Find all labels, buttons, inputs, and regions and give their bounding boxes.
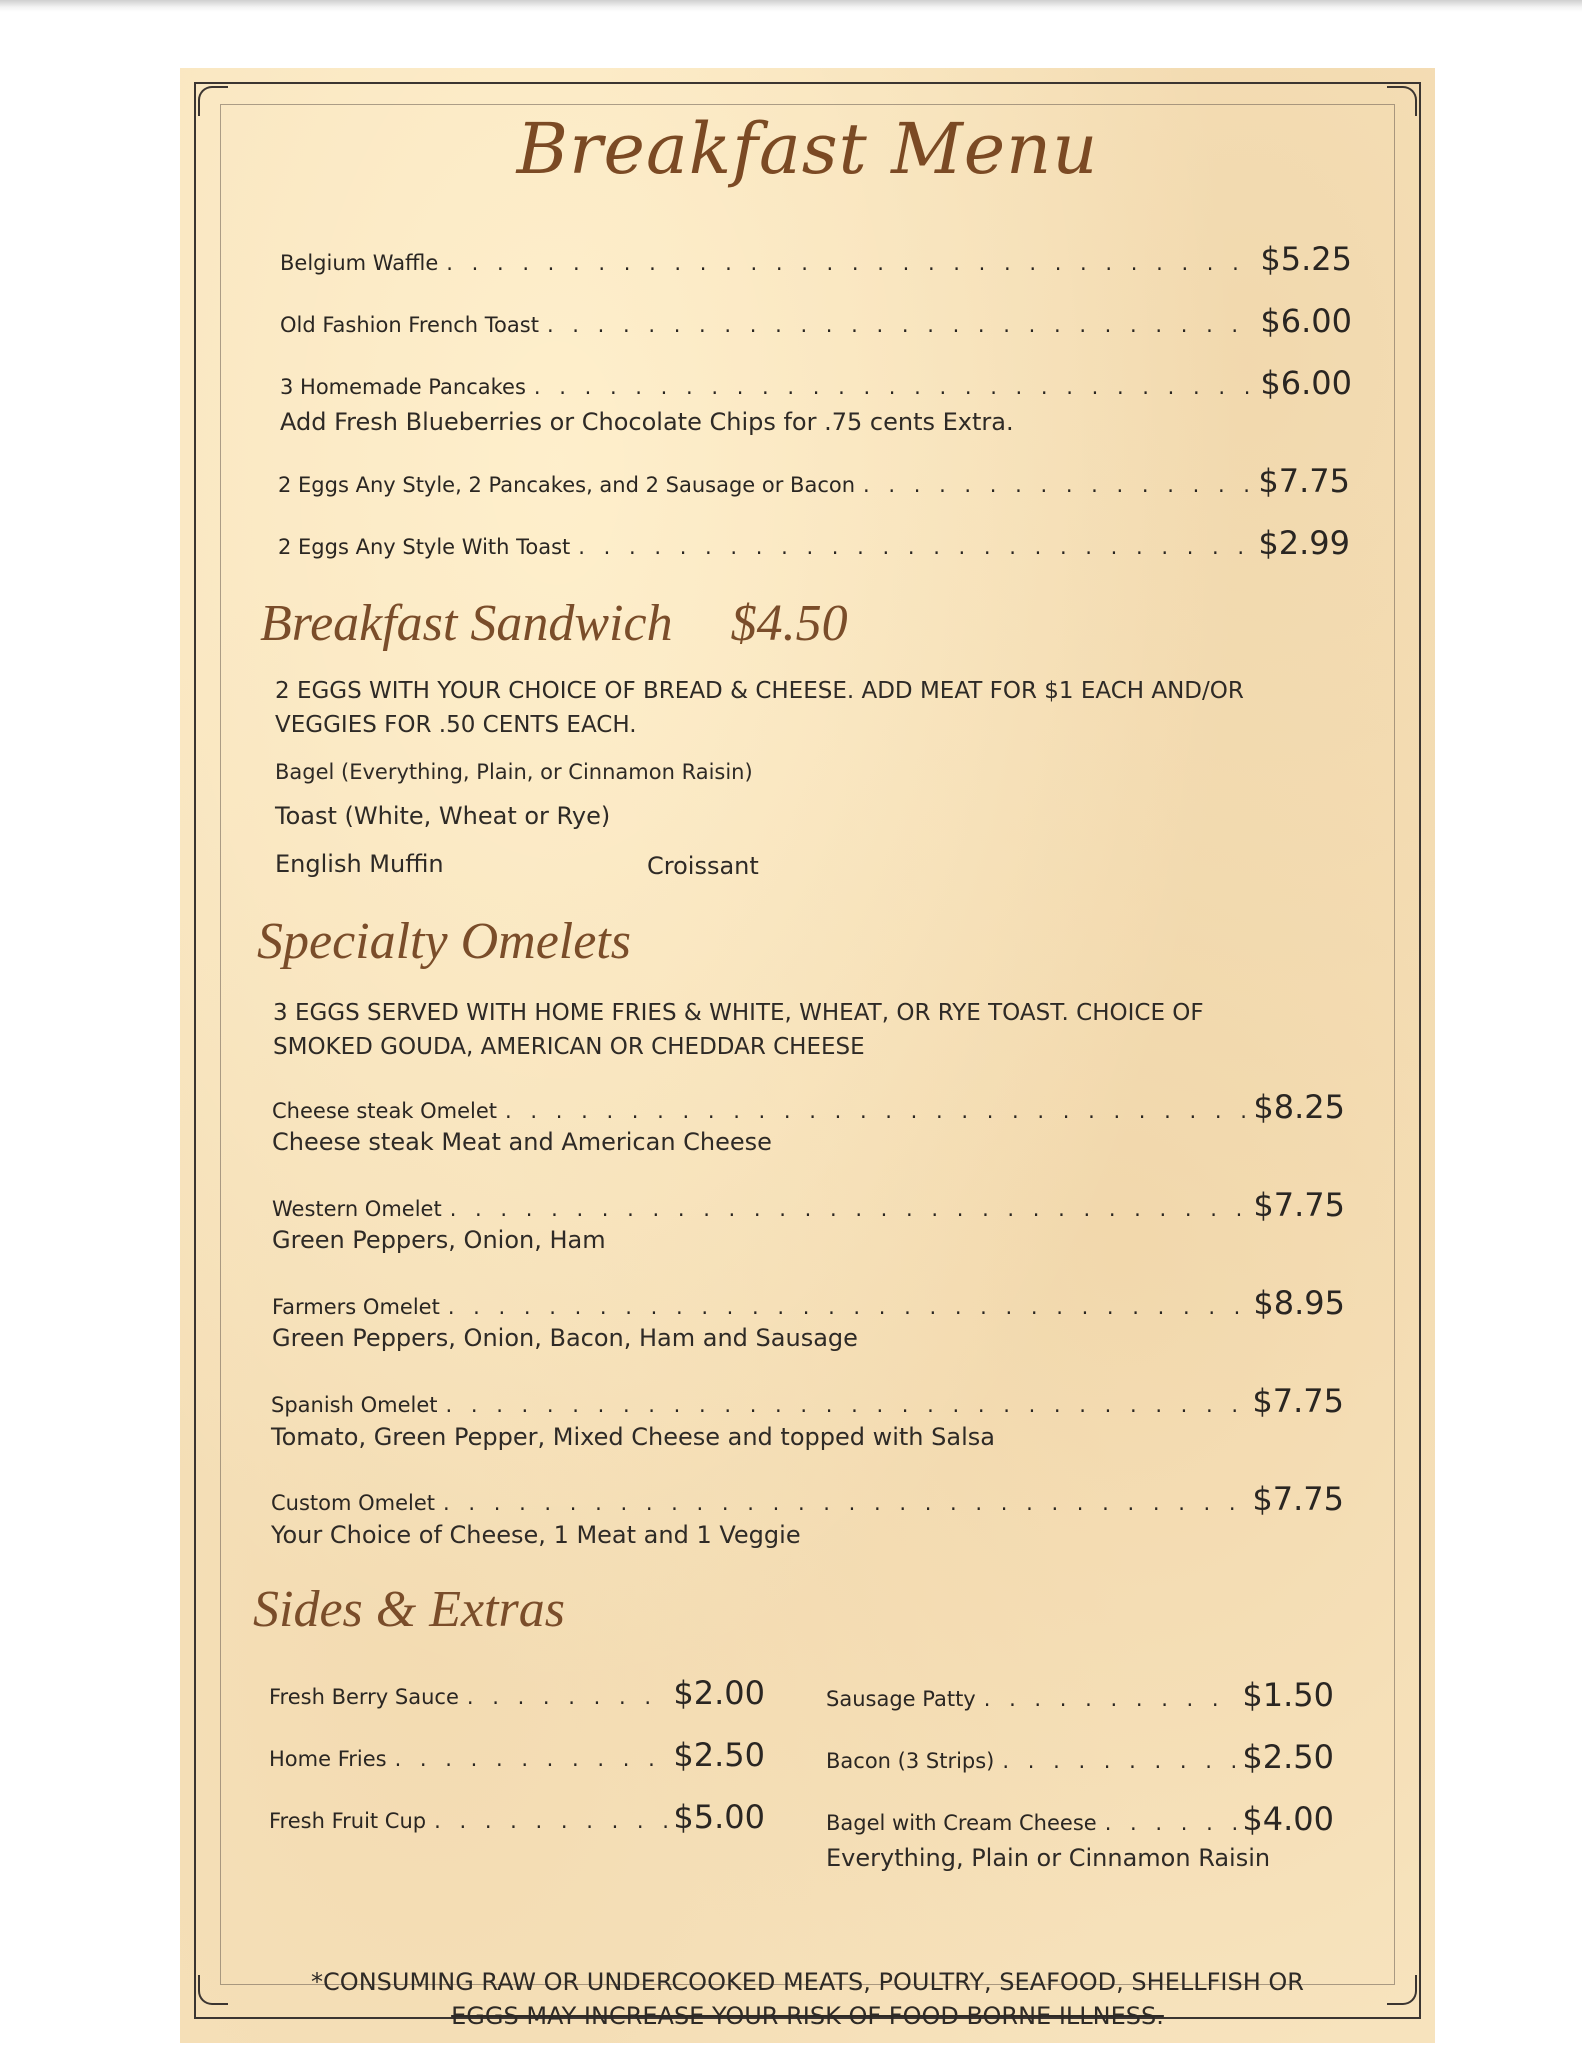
item-price: $6.00 — [1260, 364, 1352, 402]
menu-item — [280, 302, 1352, 340]
item-name: Farmers Omelet — [272, 1295, 440, 1319]
leader-dots — [863, 473, 1254, 497]
item-price: $2.50 — [1242, 1738, 1334, 1776]
leader-dots — [467, 1685, 670, 1709]
item-price: $4.00 — [1242, 1800, 1334, 1838]
leader-dots — [984, 1687, 1239, 1711]
menu-item — [280, 364, 1352, 402]
item-price: $2.50 — [673, 1736, 765, 1774]
item-note: Add Fresh Blueberries or Chocolate Chips for .75 cents Extra. — [280, 408, 1014, 436]
item-name: 2 Eggs Any Style, 2 Pancakes, and 2 Sausage or Bacon — [278, 473, 856, 497]
item-price: $7.75 — [1253, 1186, 1345, 1224]
item-price: $1.50 — [1242, 1676, 1334, 1714]
item-note: Green Peppers, Onion, Bacon, Ham and Sausage — [272, 1324, 858, 1352]
section-description: 3 EGGS SERVED WITH HOME FRIES & WHITE, WHEAT, OR RYE TOAST. CHOICE OF SMOKED GOUDA, AMERICAN OR CHEDDAR CHEESE — [273, 1000, 1204, 1060]
menu-item — [271, 1382, 1344, 1420]
item-name: 3 Homemade Pancakes — [280, 375, 526, 399]
bread-option: Toast (White, Wheat or Rye) — [275, 802, 611, 830]
section-heading-sides: Sides & Extras — [253, 1581, 565, 1638]
menu-title: Breakfast Menu — [516, 108, 1099, 190]
section-price: $4.50 — [730, 595, 848, 652]
menu-page — [180, 68, 1435, 2043]
item-note: Tomato, Green Pepper, Mixed Cheese and topped with Salsa — [271, 1423, 995, 1451]
item-name: Spanish Omelet — [271, 1393, 438, 1417]
item-price: $8.95 — [1253, 1284, 1345, 1322]
item-price: $6.00 — [1260, 302, 1352, 340]
item-price: $2.99 — [1258, 524, 1350, 562]
leader-dots — [1105, 1811, 1239, 1835]
item-note: Green Peppers, Onion, Ham — [272, 1226, 606, 1254]
item-name: 2 Eggs Any Style With Toast — [278, 535, 571, 559]
item-name: Belgium Waffle — [280, 251, 439, 275]
item-price: $7.75 — [1258, 462, 1350, 500]
item-name: Sausage Patty — [826, 1687, 976, 1711]
leader-dots — [450, 1197, 1250, 1221]
menu-item — [272, 1284, 1345, 1322]
side-item — [826, 1800, 1334, 1838]
side-item — [269, 1798, 765, 1836]
item-name: Custom Omelet — [271, 1491, 436, 1515]
side-item — [269, 1736, 765, 1774]
leader-dots — [547, 313, 1256, 337]
item-price: $5.25 — [1260, 240, 1352, 278]
item-note: Your Choice of Cheese, 1 Meat and 1 Veggie — [271, 1521, 801, 1549]
item-price: $8.25 — [1253, 1088, 1345, 1126]
leader-dots — [434, 1809, 669, 1833]
section-description: 2 EGGS WITH YOUR CHOICE OF BREAD & CHEESE. ADD MEAT FOR $1 EACH AND/OR VEGGIES FOR .50 CENTS EACH. — [275, 678, 1244, 738]
leader-dots — [448, 1295, 1250, 1319]
menu-item — [278, 462, 1350, 500]
item-name: Old Fashion French Toast — [280, 313, 539, 337]
section-heading-omelets: Specialty Omelets — [257, 913, 631, 970]
menu-item — [272, 1186, 1345, 1224]
bread-option: English Muffin — [275, 850, 444, 878]
item-name: Home Fries — [269, 1747, 387, 1771]
item-name: Fresh Fruit Cup — [269, 1809, 427, 1833]
section-heading-sandwich — [260, 594, 848, 653]
leader-dots — [505, 1099, 1249, 1123]
item-name: Bacon (3 Strips) — [826, 1749, 995, 1773]
item-name: Fresh Berry Sauce — [269, 1685, 459, 1709]
leader-dots — [534, 375, 1257, 399]
leader-dots — [446, 1393, 1249, 1417]
section-title: Breakfast Sandwich — [260, 595, 673, 652]
leader-dots — [446, 251, 1256, 275]
side-item — [269, 1674, 765, 1712]
item-price: $7.75 — [1252, 1480, 1344, 1518]
disclaimer-line: EGGS MAY INCREASE YOUR RISK OF FOOD BORNE ILLNESS. — [451, 2002, 1164, 2030]
item-name: Cheese steak Omelet — [272, 1099, 498, 1123]
menu-item — [280, 240, 1352, 278]
item-price: $2.00 — [673, 1674, 765, 1712]
scan-edge — [0, 0, 1582, 12]
leader-dots — [443, 1491, 1248, 1515]
disclaimer-line: *CONSUMING RAW OR UNDERCOOKED MEATS, POULTRY, SEAFOOD, SHELLFISH OR — [311, 1968, 1304, 1996]
item-price: $7.75 — [1252, 1382, 1344, 1420]
bread-option: Bagel (Everything, Plain, or Cinnamon Raisin) — [275, 760, 753, 784]
item-name: Western Omelet — [272, 1197, 442, 1221]
leader-dots — [578, 535, 1254, 559]
menu-item — [278, 524, 1350, 562]
menu-item — [272, 1088, 1345, 1126]
menu-item — [271, 1480, 1344, 1518]
leader-dots — [395, 1747, 670, 1771]
item-note: Cheese steak Meat and American Cheese — [272, 1128, 772, 1156]
item-name: Bagel with Cream Cheese — [826, 1811, 1097, 1835]
bread-option: Croissant — [647, 852, 759, 880]
leader-dots — [1002, 1749, 1238, 1773]
side-item — [826, 1676, 1334, 1714]
item-note: Everything, Plain or Cinnamon Raisin — [826, 1844, 1271, 1872]
item-price: $5.00 — [673, 1798, 765, 1836]
side-item — [826, 1738, 1334, 1776]
